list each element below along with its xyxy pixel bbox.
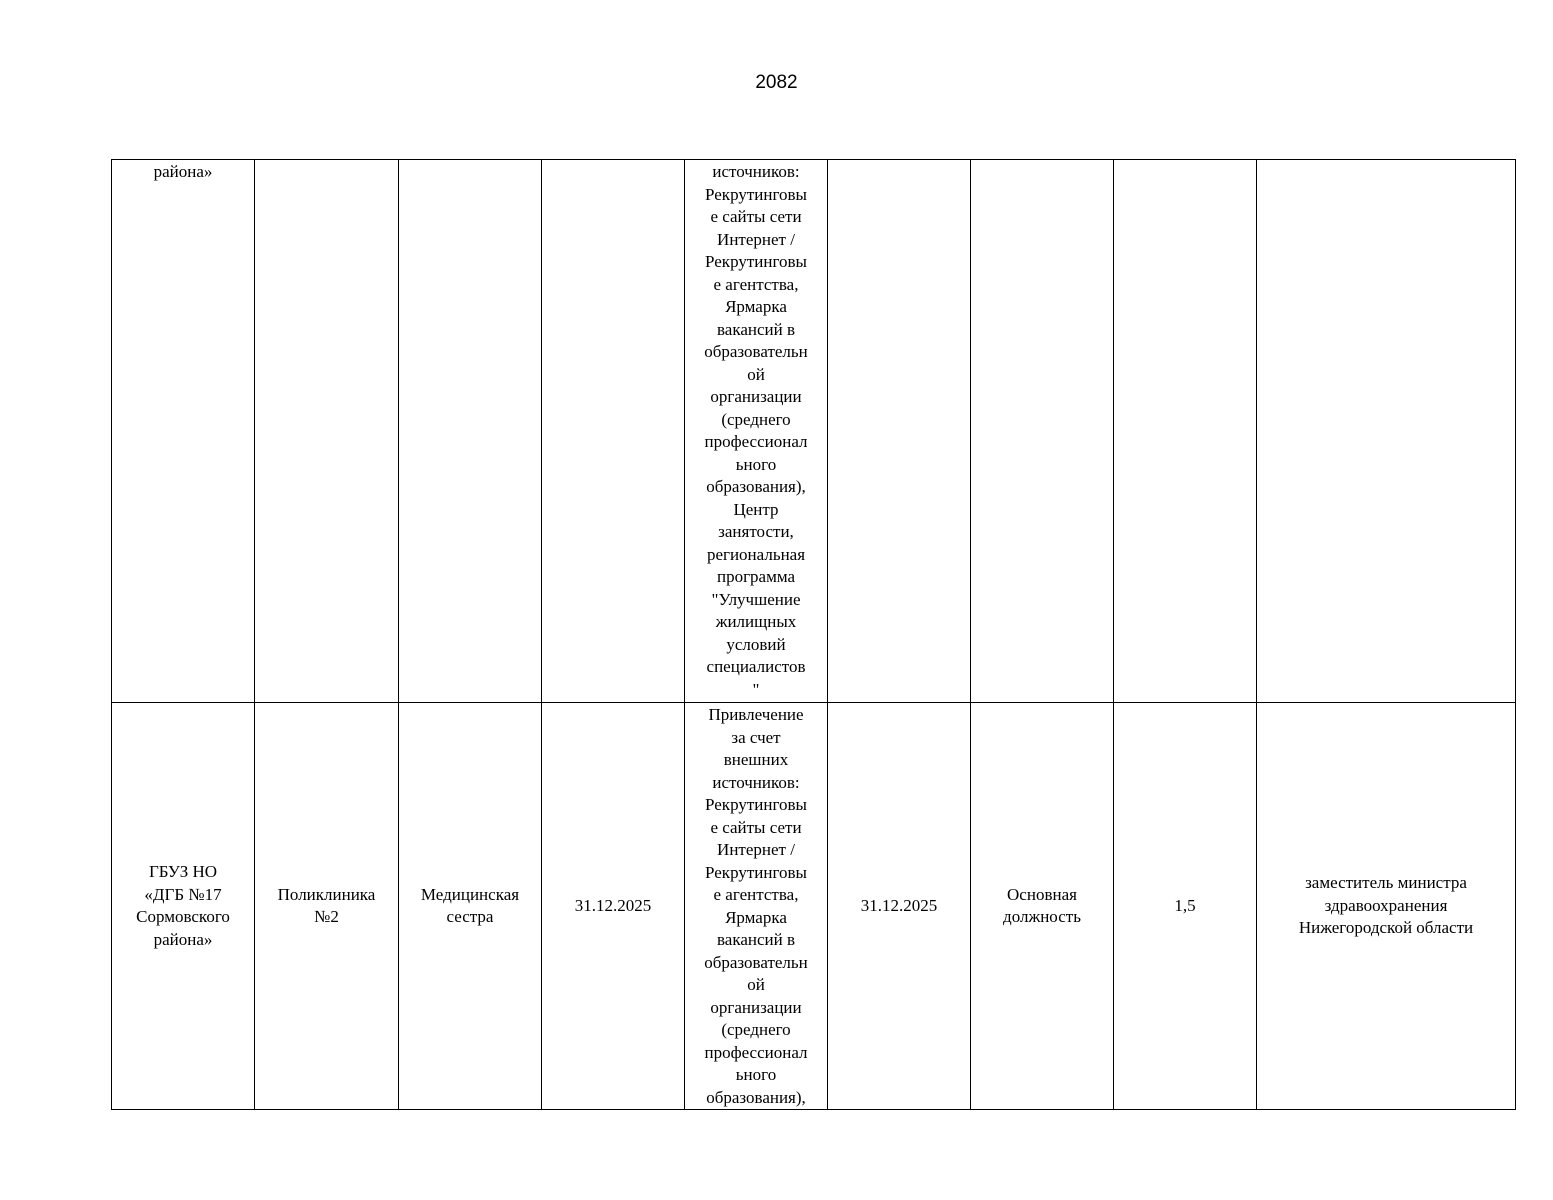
cell-employment-type: Основная должность <box>971 703 1114 1110</box>
cell-source: источников: Рекрутинговы е сайты сети Интернет / Рекрутинговы е агентства, Ярмарка вакансий в образовательн ой организации (среднего профессионал ьного образования), Центр занятости, региональная программа "Улучшение жилищных условий специалистов " <box>685 160 828 703</box>
cell-date-start: 31.12.2025 <box>542 703 685 1110</box>
table-row <box>112 160 1516 703</box>
cell-employment-type <box>971 160 1114 703</box>
cell-date-end <box>828 160 971 703</box>
cell-position: Медицинская сестра <box>399 703 542 1110</box>
cell-subdivision: Поликлиника №2 <box>255 703 399 1110</box>
cell-organization: района» <box>112 160 255 703</box>
cell-rate: 1,5 <box>1114 703 1257 1110</box>
cell-date-end: 31.12.2025 <box>828 703 971 1110</box>
cell-position <box>399 160 542 703</box>
cell-date-start <box>542 160 685 703</box>
cell-responsible <box>1257 160 1516 703</box>
cell-organization: ГБУЗ НО «ДГБ №17 Сормовского района» <box>112 703 255 1110</box>
cell-rate <box>1114 160 1257 703</box>
cell-source: Привлечение за счет внешних источников: Рекрутинговы е сайты сети Интернет / Рекрутинговы е агентства, Ярмарка вакансий в образовательн ой организации (среднего профессионал ьного образования), <box>685 703 828 1110</box>
table-row <box>112 703 1516 1110</box>
cell-subdivision <box>255 160 399 703</box>
cell-responsible: заместитель министра здравоохранения Нижегородской области <box>1257 703 1516 1110</box>
staffing-table <box>111 159 1516 1110</box>
page-number: 2082 <box>755 72 798 93</box>
